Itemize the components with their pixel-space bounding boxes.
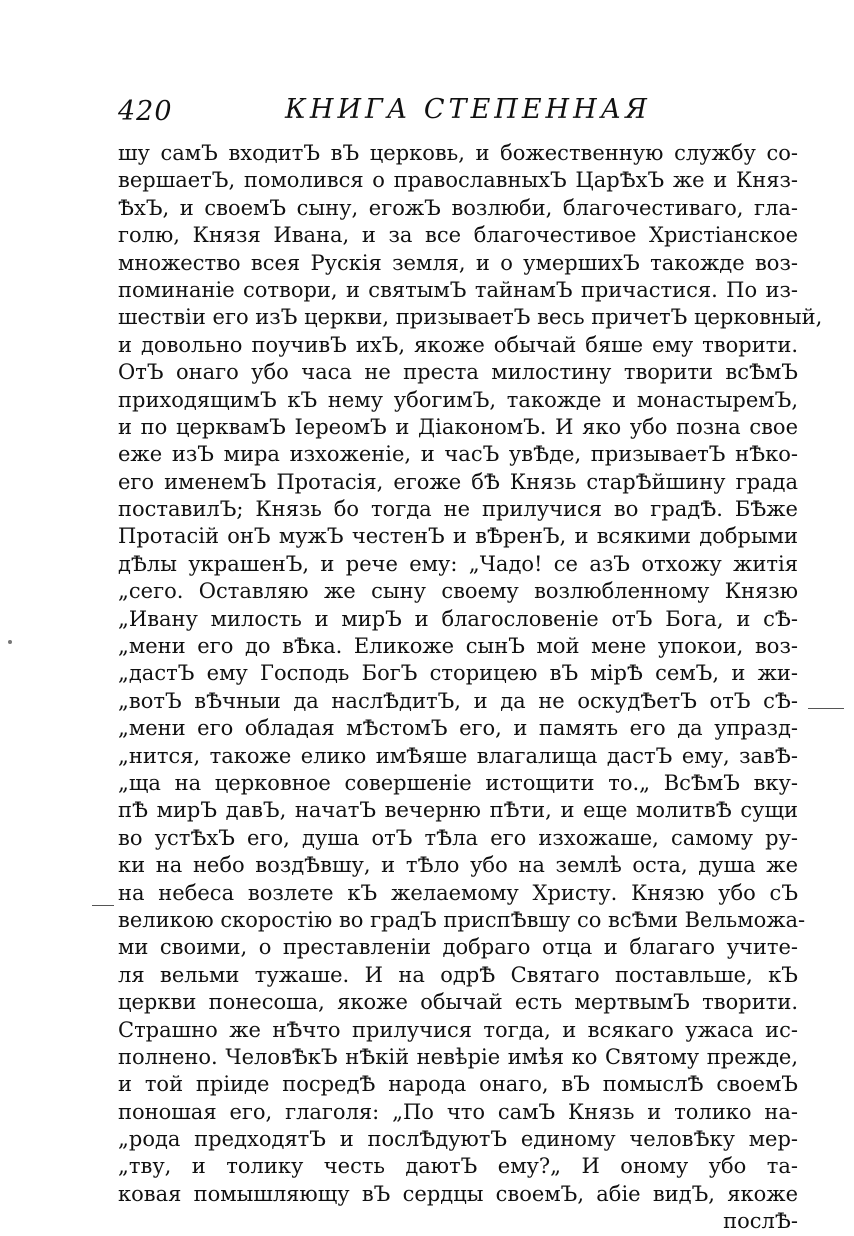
text-line: его именемЪ Протасія, егоже бѢ Князь старѢйшину града bbox=[118, 469, 798, 494]
text-line: вершаетЪ, помолився о православныхЪ ЦарѢхЪ же и Княз- bbox=[118, 168, 798, 193]
text-line: во устѢхЪ его, душа отЪ тѢла его изхожаше, самому ру- bbox=[118, 825, 798, 850]
text-line: „рода предходятЪ и послѢдуютЪ единому человѢку мер- bbox=[118, 1127, 798, 1152]
margin-scan-mark bbox=[808, 708, 844, 709]
margin-scan-dot bbox=[8, 640, 12, 644]
text-line: ОтЪ онаго убо часа не преста милостину творити всѢмЪ bbox=[118, 360, 798, 385]
text-line: ля вельми тужаше. И на одрѢ Святаго поставльше, кЪ bbox=[118, 962, 798, 987]
text-line: дѢлы украшенЪ, и рече ему: „Чадо! се азЪ отхожу житія bbox=[118, 551, 798, 576]
page-header bbox=[100, 92, 660, 132]
text-line: „сего. Оставляю же сыну своему возлюбленному Князю bbox=[118, 579, 798, 604]
text-line: ки на небо воздѢвшу, и тѢло убо на землѣ оста, душа же bbox=[118, 853, 798, 878]
text-line: на небеса возлете кЪ желаемому Христу. Князю убо сЪ bbox=[118, 880, 798, 905]
text-line: ковая помышляющу вЪ сердцы своемЪ, абіе видЪ, якоже bbox=[118, 1181, 798, 1206]
text-line: полнено. ЧеловѢкЪ нѢкій невѣріе имѣя ко Святому прежде, bbox=[118, 1044, 798, 1069]
text-line: церкви понесоша, якоже обычай есть мертвымЪ творити. bbox=[118, 990, 798, 1015]
text-line: великою скоростію во градЪ приспѢвшу со всѢми Вельможа- bbox=[118, 907, 806, 932]
text-line: „нится, такоже елико имѢяше влагалища дастЪ ему, завѢ- bbox=[118, 743, 798, 768]
catchword: послѢ- bbox=[723, 1209, 798, 1234]
text-line: Страшно же нѢчто прилучися тогда, и всякаго ужаса ис- bbox=[118, 1017, 798, 1042]
text-line: множество всея Рускія земля, и о умершихЪ такожде воз- bbox=[118, 250, 798, 275]
text-line: „мени его до вѢка. Еликоже сынЪ мой мене упокои, воз- bbox=[118, 634, 798, 659]
text-line: и той пріиде посредѢ народа онаго, вЪ помыслѢ своемЪ bbox=[118, 1072, 798, 1097]
text-line: „Ивану милость и мирЪ и благословеніе отЪ Бога, и сѢ- bbox=[118, 606, 798, 631]
text-line: шествіи его изЪ церкви, призываетЪ весь причетЪ церковный, bbox=[118, 305, 823, 330]
running-title: КНИГА СТЕПЕННАЯ bbox=[285, 94, 651, 125]
text-line: „ща на церковное совершеніе истощити то.„ ВсѢмЪ вку- bbox=[118, 770, 798, 795]
body-text bbox=[118, 140, 823, 1236]
text-line: „вотЪ вѢчныи да наслѢдитЪ, и да не оскудѢетЪ отЪ сѢ- bbox=[118, 688, 798, 713]
text-line: и довольно поучивЪ ихЪ, якоже обычай бяше ему творити. bbox=[118, 332, 798, 357]
text-line: „мени его обладая мѢстомЪ его, и память его да упразд- bbox=[118, 716, 798, 741]
text-line: ѢхЪ, и своемЪ сыну, егожЪ возлюби, благочестиваго, гла- bbox=[118, 195, 798, 220]
margin-scan-mark bbox=[92, 905, 114, 906]
text-line: поминаніе сотвори, и святымЪ тайнамЪ причастися. По из- bbox=[118, 277, 798, 302]
text-line: пѢ мирЪ давЪ, начатЪ вечерню пѢти, и еще молитвѢ сущи bbox=[118, 798, 798, 823]
text-line: поношая его, глаголя: „По что самЪ Князь и толико на- bbox=[118, 1099, 798, 1124]
page-number: 420 bbox=[118, 96, 173, 127]
text-line: поставилЪ; Князь бо тогда не прилучися во градѢ. БѢже bbox=[118, 497, 798, 522]
text-line: Протасій онЪ мужЪ честенЪ и вѢренЪ, и всякими добрыми bbox=[118, 524, 798, 549]
text-line: еже изЪ мира изхоженіе, и часЪ увѢде, призываетЪ нѢко- bbox=[118, 442, 798, 467]
text-line: „тву, и толику честь даютЪ ему?„ И оному убо та- bbox=[118, 1154, 798, 1179]
text-line: шу самЪ входитЪ вЪ церковь, и божественную службу со- bbox=[118, 141, 798, 165]
text-line: приходящимЪ кЪ нему убогимЪ, такожде и монастыремЪ, bbox=[118, 387, 798, 412]
text-line: и по церквамЪ ІереомЪ и ДіакономЪ. И яко убо позна свое bbox=[118, 414, 798, 439]
text-line: „дастЪ ему Господь БогЪ сторицею вЪ мірѢ семЪ, и жи- bbox=[118, 661, 798, 686]
text-line: голю, Князя Ивана, и за все благочестивое Христіанское bbox=[118, 223, 798, 248]
text-line: ми своими, о преставленіи добраго отца и благаго учите- bbox=[118, 935, 798, 960]
